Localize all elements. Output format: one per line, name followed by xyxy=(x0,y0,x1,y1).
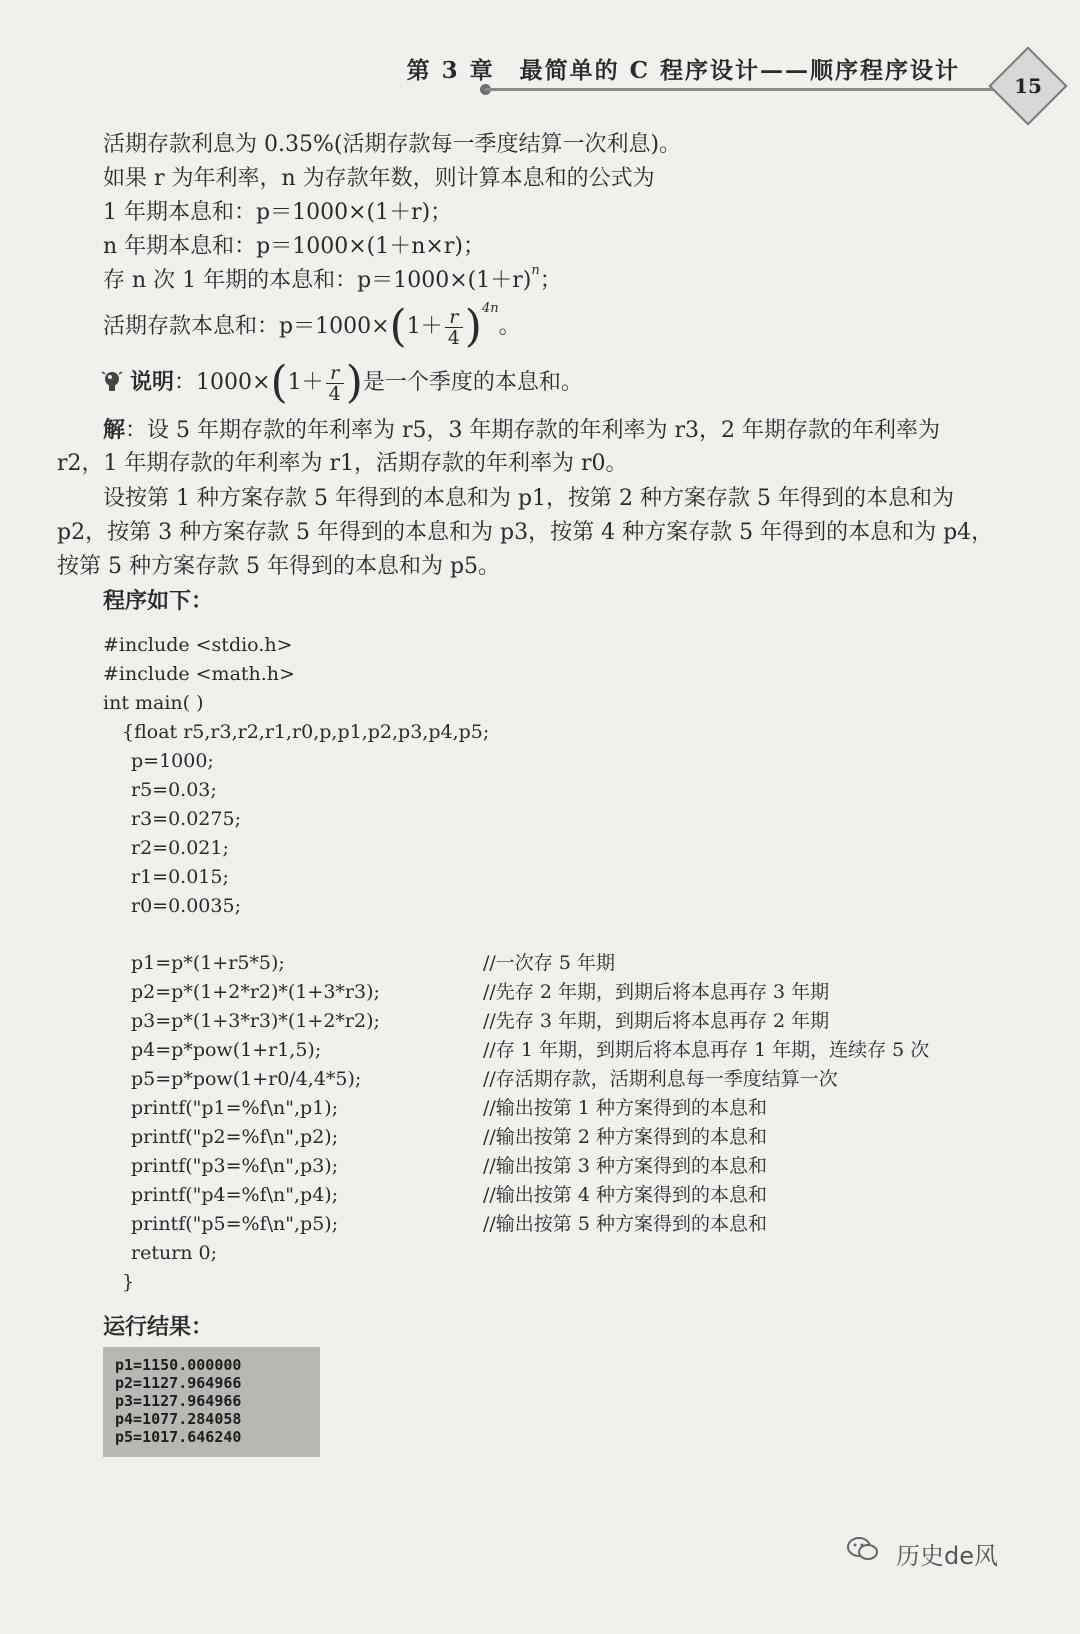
formula-1year: 1 年期本息和：p＝1000×(1＋r)； xyxy=(103,200,453,225)
code-line: } xyxy=(122,1271,135,1293)
code-comment: //先存 2 年期，到期后将本息再存 3 年期 xyxy=(483,981,830,1003)
plan-line-3: 按第 5 种方案存款 5 年得到的本息和为 p5。 xyxy=(57,554,501,579)
formula-n-times-1year-end: ； xyxy=(539,268,562,293)
solution-line-2: r2，1 年期存款的年利率为 r1，活期存款的年利率为 r0。 xyxy=(57,451,628,476)
code-line: r0=0.0035; xyxy=(131,895,241,917)
code-comment: //输出按第 4 种方案得到的本息和 xyxy=(483,1184,767,1206)
note-text: 是一个季度的本息和。 xyxy=(362,370,583,395)
console-output xyxy=(103,1347,320,1457)
code-line: printf("p3=%f\n",p3); xyxy=(131,1155,339,1177)
program-heading: 程序如下： xyxy=(103,588,214,614)
console-line: p4=1077.284058 xyxy=(115,1410,242,1428)
code-line: p1=p*(1+r5*5); xyxy=(131,952,285,974)
note-formula-prefix: ：1000× xyxy=(174,370,271,395)
code-comment: //输出按第 5 种方案得到的本息和 xyxy=(483,1213,767,1235)
code-line: p4=p*pow(1+r1,5); xyxy=(131,1039,322,1061)
code-line: p5=p*pow(1+r0/4,4*5); xyxy=(131,1068,362,1090)
result-heading: 运行结果： xyxy=(103,1314,214,1340)
watermark-text: 历史de风 xyxy=(896,1542,998,1570)
solution-text-1: ：设 5 年期存款的年利率为 r5，3 年期存款的年利率为 r3，2 年期存款的年利率为 xyxy=(125,418,940,443)
code-line: printf("p4=%f\n",p4); xyxy=(131,1184,339,1206)
code-line: p=1000; xyxy=(131,750,214,772)
header-rule xyxy=(485,88,1020,91)
note-line: 说明：1000×(1＋ $\frac{r}{4}$ )是一个季度的本息和。 xyxy=(130,357,583,408)
code-line: p2=p*(1+2*r2)*(1+3*r3); xyxy=(131,981,380,1003)
formula-n-times-1year-main: 存 n 次 1 年期的本息和：p＝1000×(1＋r) xyxy=(103,268,532,293)
formula-demand-main: 活期存款本息和：p＝1000× xyxy=(103,314,390,339)
chapter-title: 第 3 章 最简单的 C 程序设计——顺序程序设计 xyxy=(406,57,960,84)
code-comment: //存活期存款，活期利息每一季度结算一次 xyxy=(483,1068,838,1090)
code-line: printf("p2=%f\n",p2); xyxy=(131,1126,339,1148)
solution-line-1 xyxy=(103,415,940,446)
wechat-icon xyxy=(846,1535,880,1563)
code-line: printf("p1=%f\n",p1); xyxy=(131,1097,339,1119)
page-header xyxy=(0,0,1080,110)
code-comment: //输出按第 1 种方案得到的本息和 xyxy=(483,1097,767,1119)
code-line: printf("p5=%f\n",p5); xyxy=(131,1213,339,1235)
page-number: 15 xyxy=(1014,74,1042,98)
fraction-denominator: 4 xyxy=(447,326,460,349)
formula-exponent-n: n xyxy=(531,263,540,278)
code-line: r5=0.03; xyxy=(131,779,217,801)
code-comment: //存 1 年期，到期后将本息再存 1 年期，连续存 5 次 xyxy=(483,1039,930,1061)
note-fraction xyxy=(326,363,344,404)
console-line: p1=1150.000000 xyxy=(115,1356,242,1374)
right-paren: ) xyxy=(464,301,482,352)
code-line: return 0; xyxy=(131,1242,218,1264)
lightbulb-icon xyxy=(100,369,126,395)
plan-line-1: 设按第 1 种方案存款 5 年得到的本息和为 p1，按第 2 种方案存款 5 年得到的本息和为 xyxy=(103,486,955,511)
console-line: p2=1127.964966 xyxy=(115,1374,242,1392)
code-line: {float r5,r3,r2,r1,r0,p,p1,p2,p3,p4,p5; xyxy=(122,721,490,743)
code-comment: //一次存 5 年期 xyxy=(483,952,615,974)
text-line-2: 如果 r 为年利率，n 为存款年数，则计算本息和的公式为 xyxy=(103,166,655,191)
console-line: p3=1127.964966 xyxy=(115,1392,242,1410)
code-line: #include <stdio.h> xyxy=(103,634,293,656)
formula-exponent-4n: 4n xyxy=(481,301,499,316)
code-line: #include <math.h> xyxy=(103,663,295,685)
plan-line-2: p2，按第 3 种方案存款 5 年得到的本息和为 p3，按第 4 种方案存款 5 年得到的本息和为 p4， xyxy=(57,520,994,545)
formula-n-times-1year xyxy=(103,263,562,296)
code-line: int main( ) xyxy=(103,692,204,714)
console-line: p5=1017.646240 xyxy=(115,1428,242,1446)
note-left-paren: ( xyxy=(270,357,288,408)
code-line: r3=0.0275; xyxy=(131,808,241,830)
code-comment: //先存 3 年期，到期后将本息再存 2 年期 xyxy=(483,1010,830,1032)
code-line: p3=p*(1+3*r3)*(1+2*r2); xyxy=(131,1010,380,1032)
formula-nyear: n 年期本息和：p＝1000×(1＋n×r)； xyxy=(103,234,485,259)
fraction-r-over-4 xyxy=(445,307,463,348)
code-comment: //输出按第 3 种方案得到的本息和 xyxy=(483,1155,767,1177)
fraction-numerator: r xyxy=(445,307,463,328)
note-label: 说明 xyxy=(130,369,175,395)
code-line: r1=0.015; xyxy=(131,866,229,888)
left-paren: ( xyxy=(389,301,407,352)
note-fraction-numerator: r xyxy=(326,363,344,384)
code-line: r2=0.021; xyxy=(131,837,229,859)
solution-label: 解 xyxy=(103,417,126,443)
note-right-paren: ) xyxy=(345,357,363,408)
code-comment: //输出按第 2 种方案得到的本息和 xyxy=(483,1126,767,1148)
text-line-1: 活期存款利息为 0.35%(活期存款每一季度结算一次利息)。 xyxy=(103,132,682,157)
note-fraction-denominator: 4 xyxy=(328,382,341,405)
formula-demand-deposit: 活期存款本息和：p＝1000×(1＋ $\frac{r}{4}$ )$^{4n}$。 xyxy=(103,301,521,352)
formula-demand-end: 。 xyxy=(498,314,521,339)
